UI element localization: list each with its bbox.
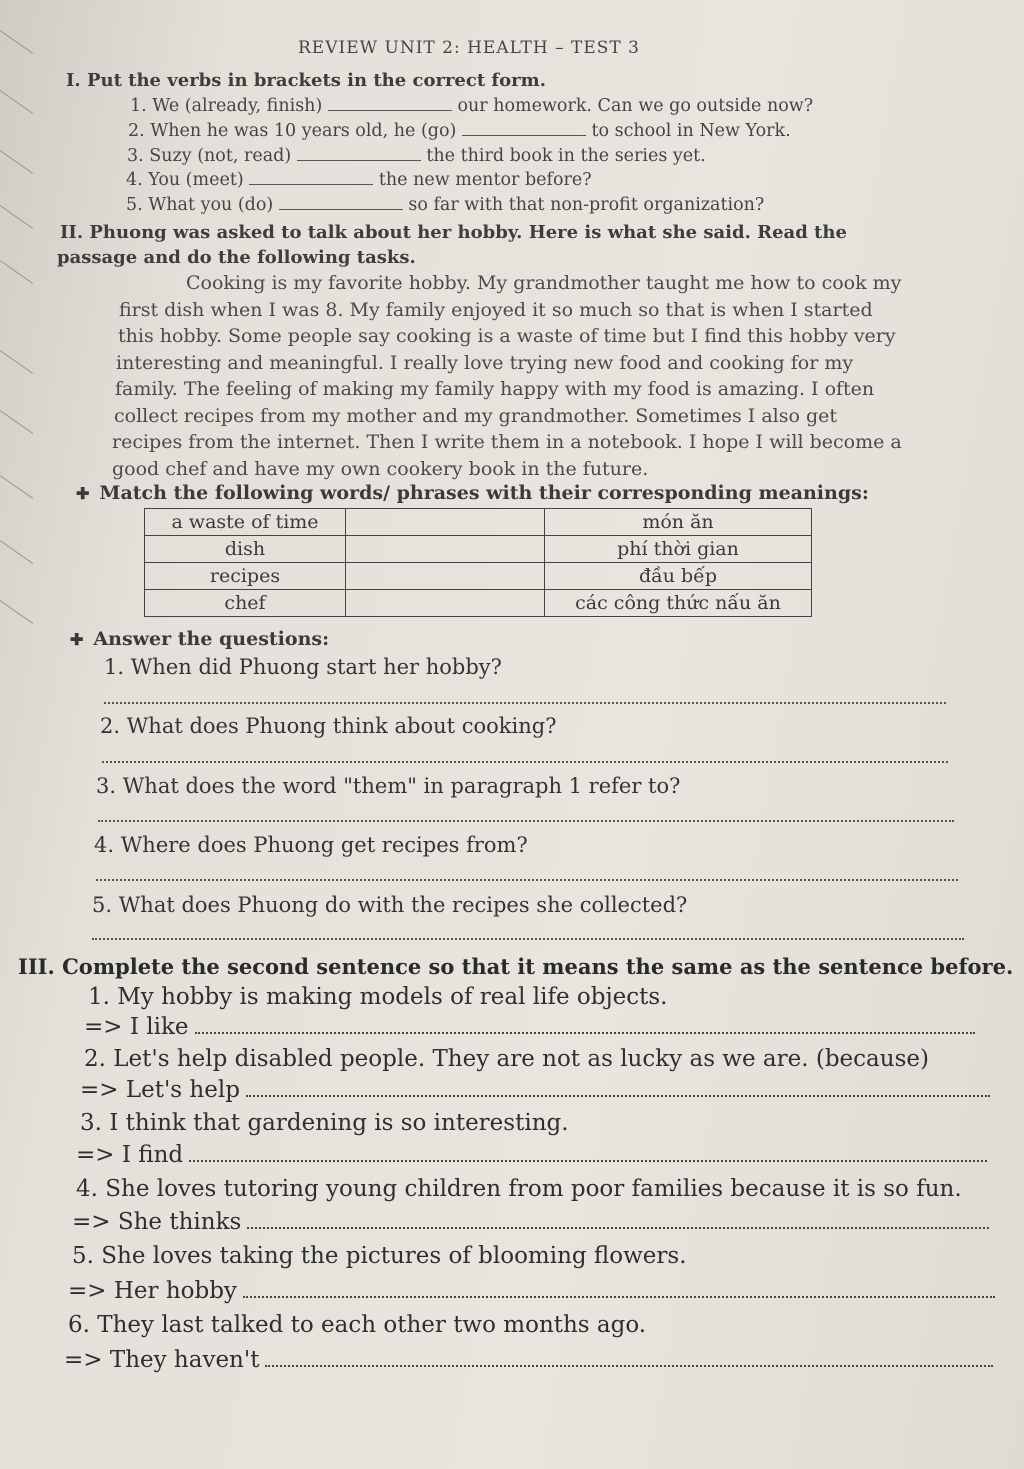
bullet-icon: ✚ [70, 630, 84, 649]
answer-blank[interactable] [279, 195, 403, 210]
rewrite-answer-line[interactable] [243, 1290, 995, 1298]
match-word: recipes [145, 563, 346, 590]
rewrite-sentence: 2. Let's help disabled people. They are not as lucky as we are. (because) [84, 1046, 929, 1072]
answer-blank[interactable] [297, 146, 421, 161]
bullet-icon: ✚ [76, 484, 90, 503]
section-2-heading: II. Phuong was asked to talk about her hobby. Here is what she said. Read the [60, 222, 847, 243]
verb-item: 1. We (already, finish) our homework. Can we go outside now? [130, 96, 814, 116]
question: 1. When did Phuong start her hobby? [104, 655, 502, 679]
rewrite-prompt: => I find [76, 1142, 987, 1168]
answer-line[interactable] [92, 936, 964, 940]
match-word: chef [145, 590, 346, 617]
verb-item: 3. Suzy (not, read) the third book in the series yet. [127, 146, 706, 166]
table-row [145, 563, 812, 590]
answer-line[interactable] [102, 759, 948, 763]
rewrite-sentence: 3. I think that gardening is so interesting. [80, 1110, 569, 1136]
match-table [144, 508, 812, 617]
binding-mark [0, 260, 33, 284]
rewrite-answer-line[interactable] [265, 1359, 993, 1367]
match-meaning: các công thức nấu ăn [545, 590, 812, 617]
binding-mark [0, 90, 33, 114]
binding-mark [0, 540, 33, 564]
match-answer-cell[interactable] [346, 509, 545, 536]
binding-mark [0, 410, 33, 434]
binding-mark [0, 205, 33, 229]
binding-mark [0, 150, 33, 174]
question: 5. What does Phuong do with the recipes she collected? [92, 893, 688, 917]
rewrite-sentence: 4. She loves tutoring young children from poor families because it is so fun. [76, 1176, 962, 1202]
answer-line[interactable] [98, 818, 954, 822]
answer-line[interactable] [96, 877, 958, 881]
match-meaning: món ăn [545, 509, 812, 536]
table-row [145, 536, 812, 563]
answer-blank[interactable] [462, 121, 586, 136]
rewrite-prompt: => Let's help [80, 1077, 990, 1103]
section-3-heading: III. Complete the second sentence so that it means the same as the sentence before. [18, 954, 1014, 979]
match-heading: ✚ Match the following words/ phrases with their corresponding meanings: [76, 482, 869, 504]
answer-line[interactable] [104, 700, 946, 704]
table-row [145, 509, 812, 536]
match-word: a waste of time [145, 509, 346, 536]
answer-blank[interactable] [328, 96, 452, 111]
rewrite-prompt: => She thinks [72, 1209, 989, 1235]
verb-item: 2. When he was 10 years old, he (go) to school in New York. [128, 121, 791, 141]
rewrite-answer-line[interactable] [247, 1221, 989, 1229]
binding-mark [0, 475, 33, 499]
answer-heading: ✚ Answer the questions: [70, 628, 330, 650]
rewrite-answer-line[interactable] [189, 1154, 987, 1162]
match-answer-cell[interactable] [346, 563, 545, 590]
rewrite-answer-line[interactable] [246, 1089, 990, 1097]
question: 3. What does the word "them" in paragraph 1 refer to? [96, 774, 681, 798]
binding-mark [0, 350, 33, 374]
question: 4. Where does Phuong get recipes from? [94, 833, 528, 857]
page-title: REVIEW UNIT 2: HEALTH – TEST 3 [298, 38, 640, 58]
match-meaning: phí thời gian [545, 536, 812, 563]
answer-blank[interactable] [249, 170, 373, 185]
rewrite-prompt: => They haven't [64, 1347, 993, 1373]
match-answer-cell[interactable] [346, 536, 545, 563]
reading-passage: Cooking is my favorite hobby. My grandmother taught me how to cook my first dish when I was 8. My family enjoyed it so much so that is when I started this hobby. Some people say cooking is a waste of time but I find this hobby very interesting and meaningful. I really love trying new food and cooking for my family. The feeling of making my family happy with my food is amazing. I often collect recipes from my mother and my grandmother. Sometimes I also get recipes from the internet. Then I write them in a notebook. I hope I will become a good chef and have my own cookery book in the future. [112, 272, 902, 480]
verb-item: 4. You (meet) the new mentor before? [126, 170, 592, 190]
rewrite-sentence: 6. They last talked to each other two months ago. [68, 1312, 647, 1338]
match-answer-cell[interactable] [346, 590, 545, 617]
question: 2. What does Phuong think about cooking? [100, 714, 557, 738]
rewrite-sentence: 1. My hobby is making models of real life objects. [88, 984, 668, 1010]
rewrite-sentence: 5. She loves taking the pictures of blooming flowers. [72, 1243, 687, 1269]
binding-mark [0, 30, 33, 54]
section-1-heading: I. Put the verbs in brackets in the correct form. [66, 70, 546, 91]
rewrite-prompt: => I like [84, 1014, 975, 1040]
verb-item: 5. What you (do) so far with that non-profit organization? [126, 195, 765, 215]
rewrite-answer-line[interactable] [195, 1026, 975, 1034]
rewrite-prompt: => Her hobby [68, 1278, 995, 1304]
match-word: dish [145, 536, 346, 563]
table-row [145, 590, 812, 617]
section-2-heading-cont: passage and do the following tasks. [57, 247, 416, 268]
match-meaning: đầu bếp [545, 563, 812, 590]
binding-mark [0, 600, 33, 624]
